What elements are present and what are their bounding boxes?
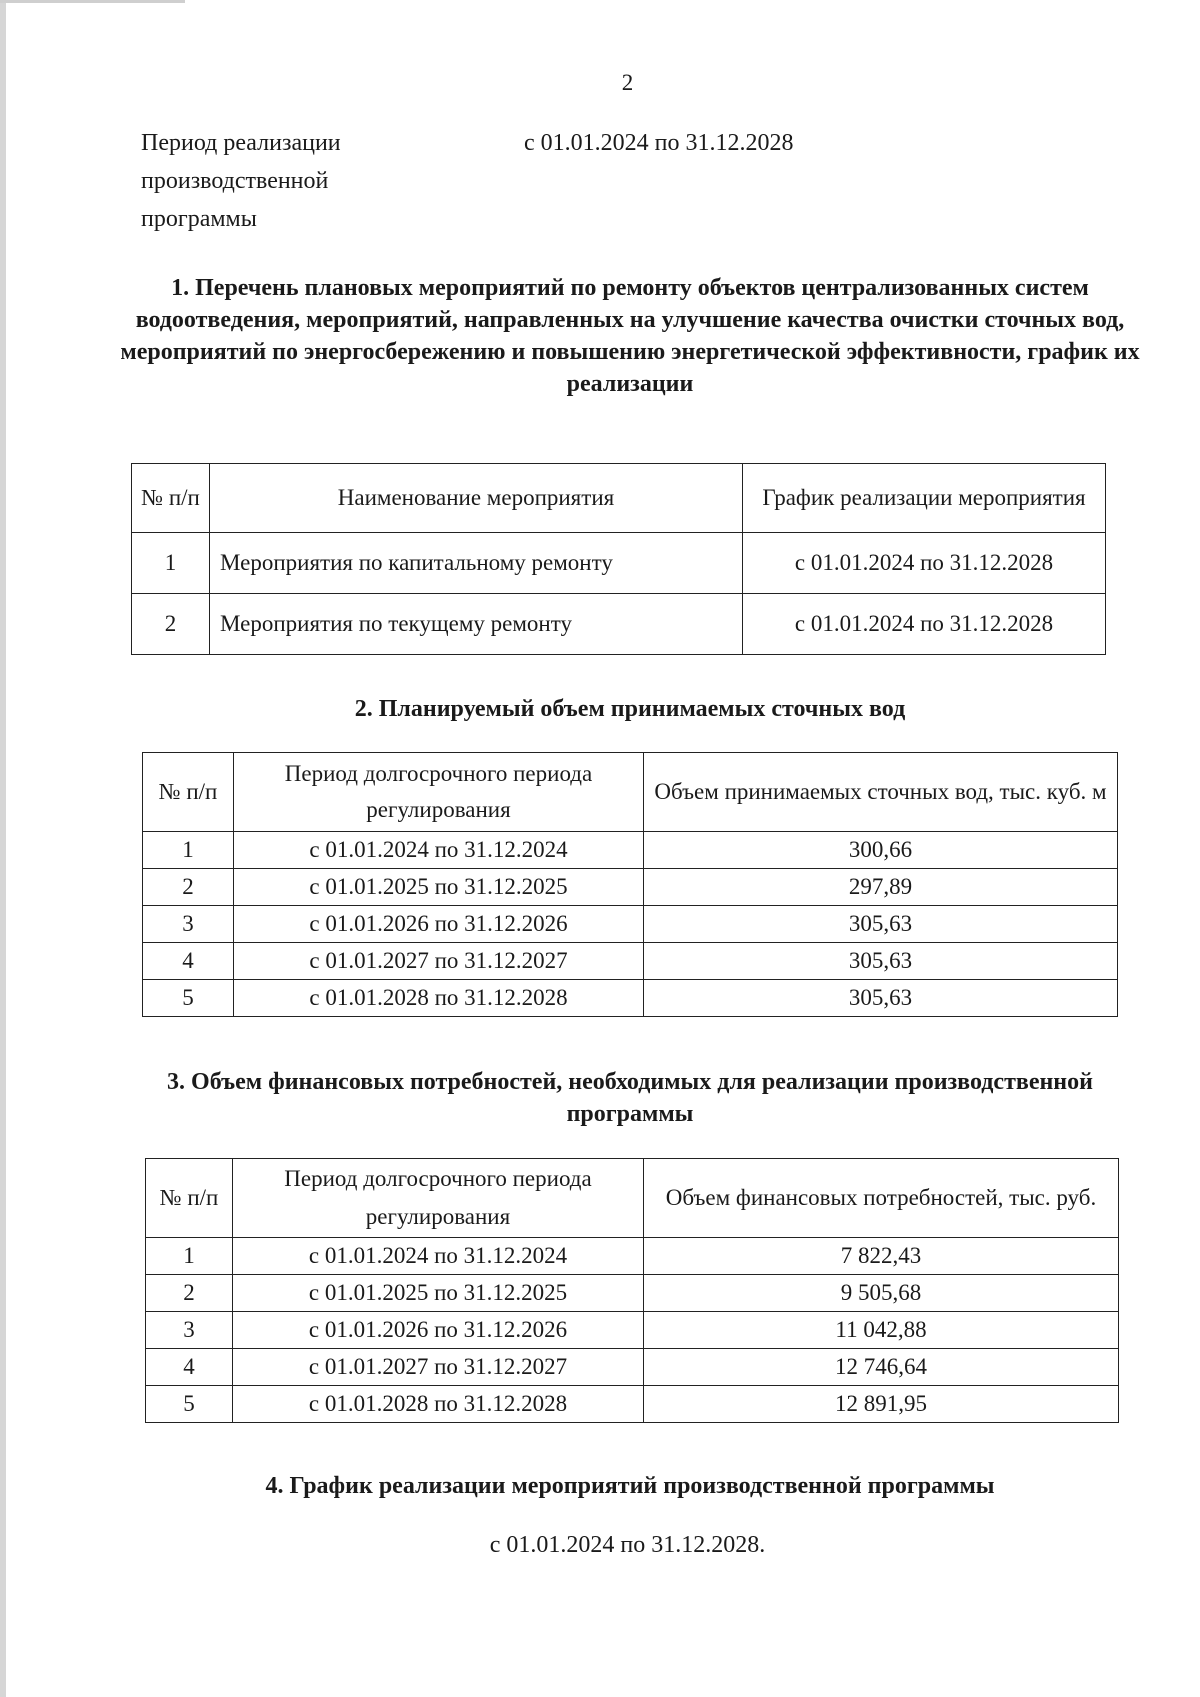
row-number: 5	[146, 1386, 233, 1423]
section3-heading: 3. Объем финансовых потребностей, необходимых для реализации производственной программы	[167, 1069, 1093, 1127]
column-header: Наименование мероприятия	[210, 464, 743, 533]
period-cell: с 01.01.2025 по 31.12.2025	[234, 869, 644, 906]
page-number: 2	[621, 70, 634, 95]
program-period-label: Период реализации производственной программы	[141, 130, 341, 232]
amount-cell: 9 505,68	[644, 1275, 1119, 1312]
period-cell: с 01.01.2027 по 31.12.2027	[233, 1349, 644, 1386]
period-cell: с 01.01.2024 по 31.12.2024	[234, 832, 644, 869]
table-row	[143, 832, 1118, 869]
measure-schedule: с 01.01.2024 по 31.12.2028	[743, 594, 1106, 655]
scan-top-edge	[0, 0, 185, 3]
table-row	[132, 533, 1106, 594]
measure-name: Мероприятия по текущему ремонту	[210, 594, 743, 655]
section4-heading: 4. График реализации мероприятий производственной программы	[265, 1473, 995, 1499]
table-row	[146, 1275, 1119, 1312]
table-row	[146, 1386, 1119, 1423]
wastewater-volume-table	[142, 752, 1118, 1017]
column-header: Период долгосрочного периода регулирования	[234, 753, 644, 832]
volume-cell: 305,63	[644, 943, 1118, 980]
period-cell: с 01.01.2026 по 31.12.2026	[234, 906, 644, 943]
table-row	[146, 1238, 1119, 1275]
section4-period: с 01.01.2024 по 31.12.2028.	[489, 1532, 766, 1558]
column-header: № п/п	[146, 1159, 233, 1238]
volume-cell: 305,63	[644, 980, 1118, 1017]
period-cell: с 01.01.2025 по 31.12.2025	[233, 1275, 644, 1312]
row-number: 2	[132, 594, 210, 655]
volume-cell: 305,63	[644, 906, 1118, 943]
row-number: 2	[146, 1275, 233, 1312]
amount-cell: 12 746,64	[644, 1349, 1119, 1386]
period-cell: с 01.01.2026 по 31.12.2026	[233, 1312, 644, 1349]
repair-measures-table	[131, 463, 1106, 655]
row-number: 1	[146, 1238, 233, 1275]
row-number: 1	[143, 832, 234, 869]
column-header: № п/п	[143, 753, 234, 832]
amount-cell: 12 891,95	[644, 1386, 1119, 1423]
section2-heading: 2. Планируемый объем принимаемых сточных вод	[354, 696, 906, 722]
column-header: График реализации мероприятия	[743, 464, 1106, 533]
period-cell: с 01.01.2027 по 31.12.2027	[234, 943, 644, 980]
program-period-value: с 01.01.2024 по 31.12.2028	[524, 130, 794, 156]
row-number: 4	[143, 943, 234, 980]
table-row	[146, 1349, 1119, 1386]
period-cell: с 01.01.2024 по 31.12.2024	[233, 1238, 644, 1275]
row-number: 1	[132, 533, 210, 594]
table-row	[132, 594, 1106, 655]
section1-heading: 1. Перечень плановых мероприятий по ремонту объектов централизованных систем водоотведения, мероприятий, направленных на улучшение качества очистки сточных вод, мероприятий по энергосбережению и повышению энергетической эффективности, график их реализации	[120, 275, 1140, 397]
amount-cell: 7 822,43	[644, 1238, 1119, 1275]
table-row	[143, 906, 1118, 943]
table-header-row	[146, 1159, 1119, 1238]
column-header: Объем финансовых потребностей, тыс. руб.	[644, 1159, 1119, 1238]
table-header-row	[132, 464, 1106, 533]
measure-name: Мероприятия по капитальному ремонту	[210, 533, 743, 594]
row-number: 5	[143, 980, 234, 1017]
table-row	[143, 943, 1118, 980]
table-row	[146, 1312, 1119, 1349]
table-row	[143, 980, 1118, 1017]
row-number: 2	[143, 869, 234, 906]
financial-needs-table	[145, 1158, 1119, 1423]
amount-cell: 11 042,88	[644, 1312, 1119, 1349]
measure-schedule: с 01.01.2024 по 31.12.2028	[743, 533, 1106, 594]
column-header: Объем принимаемых сточных вод, тыс. куб. м	[644, 753, 1118, 832]
row-number: 3	[143, 906, 234, 943]
volume-cell: 300,66	[644, 832, 1118, 869]
table-row	[143, 869, 1118, 906]
column-header: № п/п	[132, 464, 210, 533]
period-cell: с 01.01.2028 по 31.12.2028	[234, 980, 644, 1017]
period-cell: с 01.01.2028 по 31.12.2028	[233, 1386, 644, 1423]
table-header-row	[143, 753, 1118, 832]
row-number: 4	[146, 1349, 233, 1386]
scan-left-edge	[0, 0, 6, 1697]
column-header: Период долгосрочного периода регулирования	[233, 1159, 644, 1238]
row-number: 3	[146, 1312, 233, 1349]
volume-cell: 297,89	[644, 869, 1118, 906]
